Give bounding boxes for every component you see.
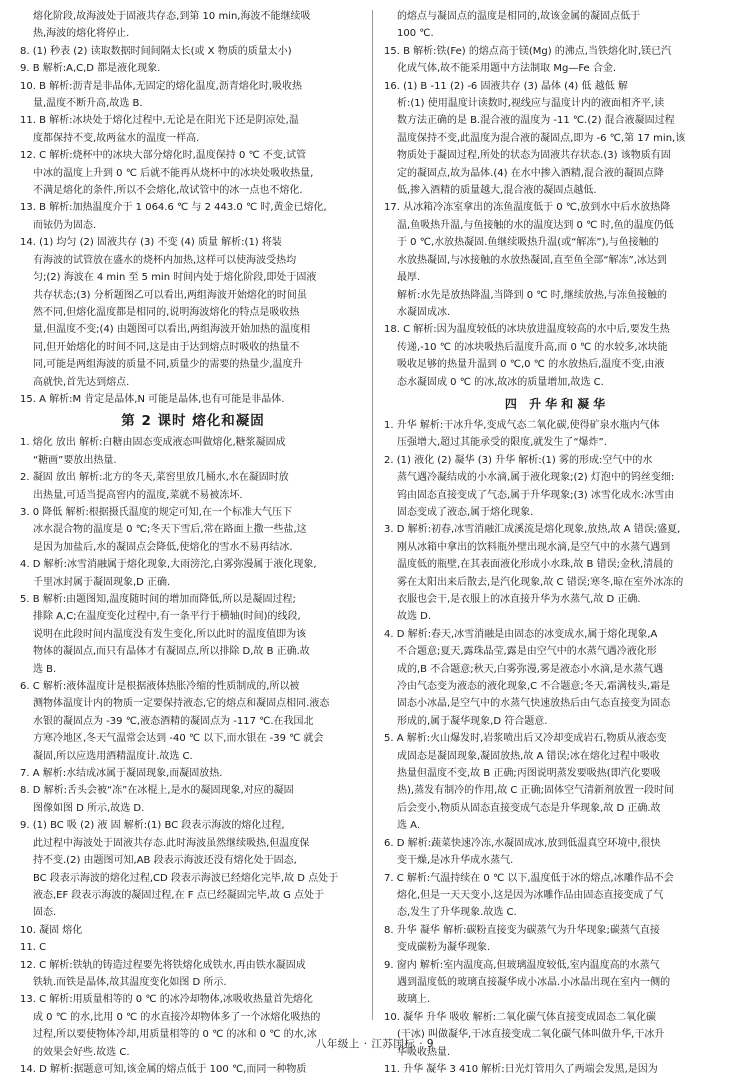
answer-continuation-line: 衣服也会干,是衣服上的冰直接升华为水蒸气,故 D 正确.: [397, 594, 641, 605]
answer-line: 14. D 解析:据题意可知,该金属的熔点低于 100 ℃,而同一种物质: [20, 1063, 307, 1075]
answer-line: 9. 窗内 解析:室内温度高,但玻璃温度较低,室内温度高的水蒸气: [384, 959, 660, 971]
answer-continuation-line: 100 ℃.: [397, 28, 434, 40]
answer-line: 11. B 解析:冰块处于熔化过程中,无论是在阳光下还是阴凉处,温: [20, 115, 299, 127]
answer-continuation-line: 最厚.: [397, 272, 421, 284]
answer-continuation-line: 说明在此段时间内温度没有发生变化,所以此时的温度值即为该: [33, 628, 307, 640]
answer-continuation-line: 水放热凝固,与冰接触的水放热凝固,直至鱼全部“解冻”,冰达到: [397, 254, 667, 266]
answer-continuation-line: 变成碳粉为凝华现象.: [397, 942, 491, 954]
answer-continuation-line: 后会变小,物质从固态直接变成气态是升华现象,故 D 正确.故: [397, 802, 661, 814]
answer-continuation-line: 量,温度不断升高,故选 B.: [33, 98, 143, 110]
answer-continuation-line: 排除 A,C;在温度变化过程中,有一条平行于横轴(时间)的线段,: [33, 611, 301, 623]
answer-continuation-line: 钨由固态直接变成了气态,属于升华现象;(3) 冰雪化成水:冰雪由: [397, 489, 675, 501]
answer-continuation-line: 同,但开始熔化的时间不同,这是由于达到熔点时吸收的热量不: [33, 341, 300, 353]
answer-continuation-line: 华吸收热量.: [397, 1046, 451, 1058]
answer-continuation-line: 匀;(2) 海波在 4 min 至 5 min 时间内处于熔化阶段,即处于固液: [33, 272, 317, 284]
answer-continuation-line: 温,鱼吸热升温,与鱼接触的水的温度达到 0 ℃ 时,鱼的温度仍低: [397, 219, 674, 231]
answer-continuation-line: 过程,所以要使物体冷却,用质量相等的 0 ℃ 的冰和 0 ℃ 的水,冰: [33, 1029, 317, 1041]
answer-line: 10. 凝华 升华 吸收 解析:二氧化碳气体直接变成固态二氧化碳: [384, 1011, 656, 1023]
answer-continuation-line: 吸收足够的热量升温到 0 ℃,0 ℃ 的水放热后,温度不变,由液: [397, 359, 665, 371]
answer-line: 17. 从冰箱冷冻室拿出的冻鱼温度低于 0 ℃,放到水中后水放热降: [384, 202, 671, 214]
answer-line: 8. 升华 凝华 解析:碳粉直接变为碳蒸气为升华现象;碳蒸气直接: [384, 924, 660, 936]
answer-continuation-line: 传递,-10 ℃ 的冰块吸热后温度升高,而 0 ℃ 的水较多,冰块能: [397, 341, 668, 353]
answer-line: 2. (1) 液化 (2) 凝华 (3) 升华 解析:(1) 雾的形成:空气中的水: [384, 454, 653, 466]
answer-line: 7. A 解析:水结成冰属于凝固现象,而凝固放热.: [20, 768, 223, 780]
answer-continuation-line: 水银的凝固点为 -39 ℃,液态酒精的凝固点为 -117 ℃.在我国北: [33, 715, 314, 727]
answer-continuation-line: 物体的凝固点,而只有晶体才有凝固点,所以排除 D,故 B 正确.故: [33, 646, 310, 658]
answer-continuation-line: 同,可能是两组海波的质量不同,质量少的需要的热量少,温度升: [33, 359, 303, 371]
answer-continuation-line: 凝固,所以应选用酒精温度计.故选 C.: [33, 750, 193, 762]
answer-continuation-line: 千里冰封属于凝固现象,D 正确.: [33, 576, 171, 588]
answer-continuation-line: 析:(1) 使用温度计读数时,视线应与温度计内的液面相齐平,读: [397, 98, 665, 110]
answer-continuation-line: 熔化,但是一天天变小,这是因为冰雕作品由固态直接变成了气: [397, 889, 664, 901]
answer-continuation-line: 中冰的温度上升到 0 ℃ 后就不能再从烧杯中的冰块处吸收热量,: [33, 167, 314, 179]
answer-continuation-line: 固态变成了液态,属于熔化现象.: [397, 506, 534, 518]
answer-continuation-line: 成固态是凝固现象,凝固放热,故 A 错误;冰在熔化过程中吸收: [397, 750, 660, 762]
answer-continuation-line: 雾在太阳出来后散去,是汽化现象,故 C 错误;寒冬,晾在室外冰冻的: [397, 576, 684, 588]
answer-continuation-line: 铁轨.而铁是晶体,故其温度变化如图 D 所示.: [33, 976, 227, 988]
answer-continuation-line: 有海波的试管放在盛水的烧杯内加热,这样可以使海波受热均: [33, 254, 297, 266]
answer-continuation-line: 成 0 ℃ 的水,比用 0 ℃ 的水直接冷却物体多了一个冰熔化吸热的: [33, 1011, 321, 1023]
answer-continuation-line: 刚从冰箱中拿出的饮料瓶外壁出现水滴,是空气中的水蒸气遇到: [397, 541, 671, 553]
answer-continuation-line: 液态,EF 段表示海波的凝固过程,在 F 点已经凝固完毕,故 G 点处于: [33, 889, 325, 901]
answer-continuation-line: 图像如图 D 所示,故选 D.: [33, 802, 145, 814]
answer-continuation-line: 解析:水先是放热降温,当降到 0 ℃ 时,继续放热,与冻鱼接触的: [397, 289, 668, 301]
answer-continuation-line: 的效果会好些.故选 C.: [33, 1046, 130, 1058]
answer-continuation-line: 共存状态;(3) 分析题图乙可以看出,两组海波开始熔化的时间虽: [33, 289, 307, 301]
answer-continuation-line: 是因为加盐后,水的凝固点会降低,使熔化的雪水不易再结冰.: [33, 541, 293, 553]
answer-continuation-line: 化成气体,故不能采用题中方法制取 Mg—Fe 合金.: [397, 63, 617, 75]
answer-continuation-line: 冷由气态变为液态的液化现象,C 不合题意;冬天,霜满枝头,霜是: [397, 681, 671, 693]
answer-continuation-line: 物质处于凝固过程,所处的状态为固液共存状态.(3) 该物质有固: [397, 150, 671, 162]
answer-line: 12. C 解析:烧杯中的冰块大部分熔化时,温度保持 0 ℃ 不变,试管: [20, 150, 307, 162]
answer-continuation-line: 而铱仍为固态.: [33, 219, 97, 231]
answer-line: 5. A 解析:火山爆发时,岩浆喷出后又冷却变成岩石,物质从液态变: [384, 733, 667, 745]
answer-continuation-line: 测物体温度计内的物质一定要保持液态,它的熔点和凝固点相同.液态: [33, 698, 330, 710]
answer-continuation-line: 冰水混合物的温度是 0 ℃;冬天下雪后,常在路面上撒一些盐,这: [33, 524, 307, 536]
answer-line: 9. (1) BC 吸 (2) 液 固 解析:(1) BC 段表示海波的熔化过程,: [20, 820, 285, 832]
answer-continuation-line: 定的凝固点,故为晶体.(4) 在水中掺入酒精,混合液的凝固点降: [397, 167, 664, 179]
answer-continuation-line: 成的,B 不合题意;秋天,白雾弥漫,雾是液态小水滴,是水蒸气遇: [397, 663, 664, 675]
answer-continuation-line: 压强增大,超过其能承受的限度,就发生了“爆炸”.: [397, 437, 607, 449]
answer-continuation-line: 遇到温度低的玻璃直接凝华成小冰晶.小冰晶出现在室内一侧的: [397, 976, 671, 988]
answer-line: 13. C 解析:用质量相等的 0 ℃ 的冰冷却物体,冰吸收热量首先熔化: [20, 994, 313, 1006]
answer-line: 11. 升华 凝华 3 410 解析:日光灯管用久了两端会发黑,是因为: [384, 1063, 658, 1075]
answer-line: 3. 0 降低 解析:根据摄氏温度的规定可知,在一个标准大气压下: [20, 506, 292, 518]
answer-continuation-line: 温度保持不变,此温度为混合液的凝固点,即为 -6 ℃,第 17 min,该: [397, 132, 686, 144]
answer-line: 3. D 解析:初春,冰雪消融汇成溪流是熔化现象,放热,故 A 错误;盛夏,: [384, 524, 681, 536]
answer-line: 15. A 解析:M 肯定是晶体,N 可能是晶体,也有可能是非晶体.: [20, 393, 285, 405]
answer-continuation-line: 态,发生了升华现象.故选 C.: [397, 907, 517, 919]
answer-line: 5. B 解析:由题图知,温度随时间的增加而降低,所以是凝固过程;: [20, 594, 296, 605]
right-column: [384, 8, 730, 1075]
answer-line: 1. 升华 解析:干冰升华,变成气态二氧化碳,使得矿泉水瓶内气体: [384, 419, 660, 431]
answer-continuation-line: 不满足熔化的条件,所以不会熔化,故试管中的冰一点也不熔化.: [33, 185, 303, 197]
answer-continuation-line: 热),蒸发有制冷的作用,故 C 正确;固体空气清新剂放置一段时间: [397, 785, 674, 797]
section-heading: 四 升华和凝华: [504, 396, 610, 411]
answer-continuation-line: 熔化阶段,故海波处于固液共存态,到第 10 min,海波不能继续吸: [33, 11, 311, 22]
answer-line: 18. C 解析:因为温度较低的冰块放进温度较高的水中后,要发生热: [384, 324, 670, 336]
answer-line: 14. (1) 均匀 (2) 固液共存 (3) 不变 (4) 质量 解析:(1) 将装: [20, 237, 282, 249]
answer-continuation-line: 出热量,可适当提高窖内的温度,菜就不易被冻坏.: [33, 489, 243, 501]
answer-continuation-line: 持不变.(2) 由题图可知,AB 段表示海波还没有熔化处于固态,: [33, 855, 297, 867]
answer-continuation-line: 度都保持不变,故两盆水的温度一样高.: [33, 132, 200, 144]
answer-line: 8. D 解析:舌头会被“冻”在冰棍上,是水的凝固现象,对应的凝固: [20, 785, 294, 797]
answer-line: 12. C 解析:铁轨的铸造过程要先将铁熔化成铁水,再由铁水凝固成: [20, 959, 306, 971]
page-footer: 八年级上 · 江苏国标 · 9: [315, 1038, 435, 1050]
answer-continuation-line: 的熔点与凝固点的温度是相同的,故该金属的凝固点低于: [397, 11, 641, 22]
answer-continuation-line: 此过程中海波处于固液共存态.此时海波虽然继续吸热,但温度保: [33, 837, 310, 849]
answer-continuation-line: 选 A.: [397, 820, 421, 832]
answer-continuation-line: 固态小冰晶,是空气中的水蒸气快速放热后由气态直接变为固态: [397, 698, 671, 710]
answer-continuation-line: 热,海波的熔化将停止.: [33, 28, 130, 40]
answer-line: 1. 熔化 放出 解析:白糖由固态变成液态叫做熔化,糖浆凝固成: [20, 437, 286, 449]
answer-line: 10. 凝固 熔化: [20, 924, 83, 936]
answer-line: 2. 凝固 放出 解析:北方的冬天,菜窖里放几桶水,水在凝固时放: [20, 472, 289, 484]
column-divider: [372, 10, 373, 1020]
answer-continuation-line: 变干燥,是冰升华成水蒸气.: [397, 855, 514, 867]
answer-line: 9. B 解析:A,C,D 都是液化现象.: [20, 63, 161, 75]
answer-line: 4. D 解析:冰雪消融属于熔化现象,大雨滂沱,白雾弥漫属于液化现象,: [20, 559, 317, 571]
answer-continuation-line: 水凝固成冰.: [397, 306, 451, 318]
answer-line: 6. D 解析:蔬菜快速冷冻,水凝固成冰,放到低温真空环境中,很快: [384, 837, 661, 849]
answer-line: 11. C: [20, 942, 47, 954]
answer-continuation-line: 高就快,首先达到熔点.: [33, 376, 130, 388]
answer-continuation-line: 温度低的瓶壁,在其表面液化形成小水珠,故 B 错误;金秋,清晨的: [397, 559, 674, 571]
answer-line: 16. (1) B -11 (2) -6 固液共存 (3) 晶体 (4) 低 越低 解: [384, 80, 628, 92]
answer-continuation-line: 形成的,属于凝华现象,D 符合题意.: [397, 715, 548, 727]
answer-continuation-line: 故选 D.: [397, 611, 432, 623]
left-column: [20, 8, 366, 1075]
answer-continuation-line: 低,掺入酒精的质量越大,混合液的凝固点越低.: [397, 185, 597, 197]
answer-continuation-line: 玻璃上.: [397, 994, 431, 1006]
answer-line: 4. D 解析:春天,冰雪消融是由固态的冰变成水,属于熔化现象,A: [384, 628, 658, 640]
answer-line: 8. (1) 秒表 (2) 读取数据时间间隔太长(或 X 物质的质量太小): [20, 45, 292, 57]
answer-line: 6. C 解析:液体温度计是根据液体热胀冷缩的性质制成的,所以被: [20, 681, 300, 693]
answer-continuation-line: 固态.: [33, 907, 57, 919]
answer-line: 15. B 解析:铁(Fe) 的熔点高于镁(Mg) 的沸点,当铁熔化时,镁已汽: [384, 45, 672, 57]
answer-line: 7. C 解析:气温持续在 0 ℃ 以下,温度低于冰的熔点,冰雕作品不会: [384, 872, 674, 884]
answer-continuation-line: 于 0 ℃,水放热凝固.鱼继续吸热升温(或“解冻”),与鱼接触的: [397, 237, 659, 249]
answer-line: 13. B 解析:加热温度介于 1 064.6 ℃ 与 2 443.0 ℃ 时,黄金已熔化,: [20, 202, 327, 214]
answer-continuation-line: 热量但温度不变,故 B 正确;丙图说明蒸发要吸热(即汽化要吸: [397, 768, 661, 780]
answer-continuation-line: BC 段表示海波的熔化过程,CD 段表示海波已经熔化完毕,故 D 点处于: [33, 872, 339, 884]
answer-continuation-line: 选 B.: [33, 663, 57, 675]
answer-continuation-line: (干冰) 叫做凝华,干冰直接变成二氧化碳气体叫做升华,干冰升: [397, 1029, 665, 1041]
answer-continuation-line: 方寒冷地区,冬天气温常会达到 -40 ℃ 以下,而水银在 -39 ℃ 就会: [33, 733, 324, 745]
answer-continuation-line: 然不同,但熔化温度都是相同的,说明海波熔化的特点是吸收热: [33, 306, 300, 318]
answer-continuation-line: 蒸气遇冷凝结成的小水滴,属于液化现象;(2) 灯泡中的钨丝变细:: [397, 472, 675, 484]
answer-continuation-line: 态水凝固成 0 ℃ 的冰,故冰的质量增加,故选 C.: [397, 376, 604, 388]
answer-continuation-line: “糖画”要放出热量.: [33, 454, 117, 466]
section-heading: 第 2 课时 熔化和凝固: [121, 413, 265, 430]
answer-continuation-line: 数方法正确的是 B.混合液的温度为 -11 ℃.(2) 混合液凝固过程: [397, 115, 675, 127]
answer-line: 10. B 解析:沥青是非晶体,无固定的熔化温度,沥青熔化时,吸收热: [20, 80, 303, 92]
answer-continuation-line: 量,但温度不变;(4) 由题图可以看出,两组海波开始加热的温度相: [33, 324, 311, 336]
answer-continuation-line: 不合题意;夏天,露珠晶莹,露是由空气中的水蒸气遇冷液化形: [397, 646, 657, 658]
